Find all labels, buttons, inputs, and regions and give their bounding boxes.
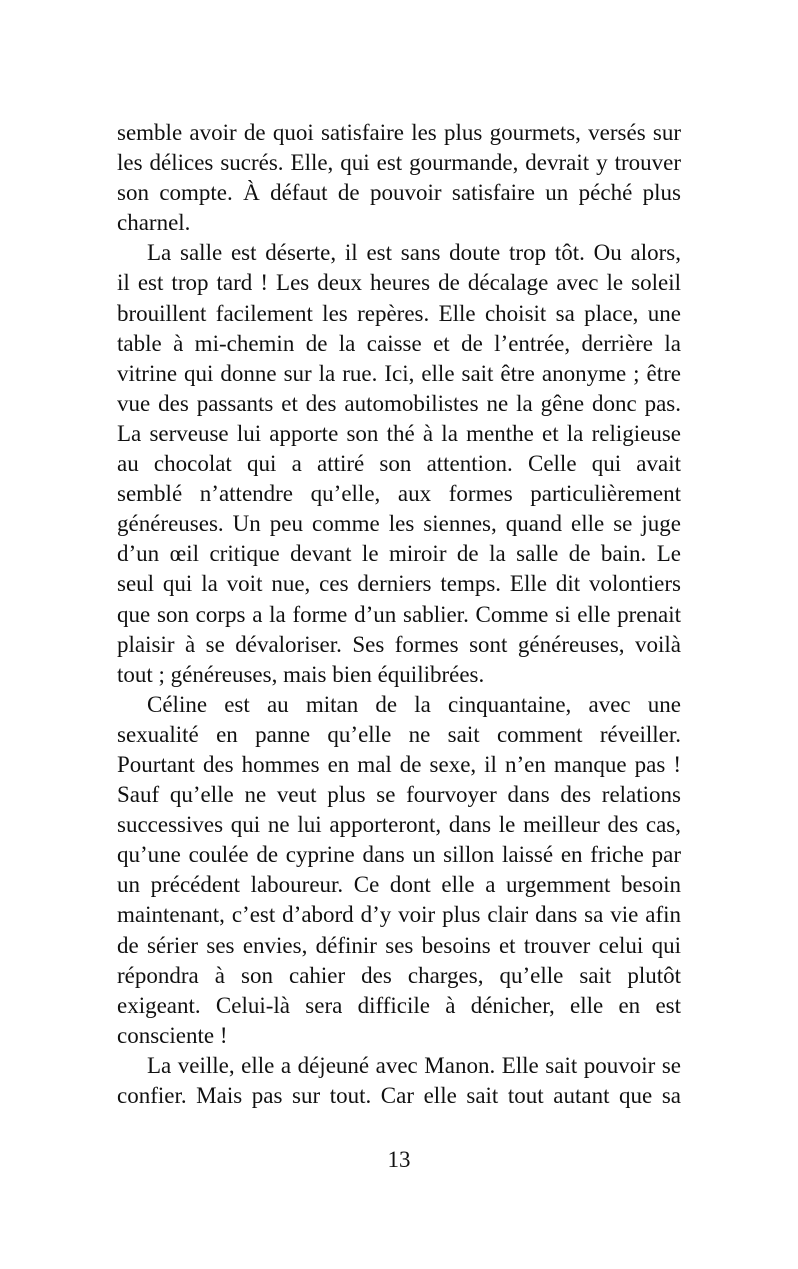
text-line: successives qui ne lui apporteront, dans le meilleur des cas, [117, 812, 681, 838]
text-line: que son corps a la forme d’un sablier. Comme si elle prenait [117, 601, 681, 627]
text-line: un précédent laboureur. Ce dont elle a urgemment besoin [117, 872, 681, 898]
text-line: vue des passants et des automobilistes ne la gêne donc pas. [117, 390, 681, 416]
text-line: Sauf qu’elle ne veut plus se fourvoyer dans des relations [117, 782, 681, 808]
text-line: semblé n’attendre qu’elle, aux formes particulièrement [117, 481, 681, 507]
page-number: 13 [387, 1147, 411, 1172]
text-line: répondra à son cahier des charges, qu’elle sait plutôt [117, 962, 681, 988]
text-line: d’un œil critique devant le miroir de la salle de bain. Le [117, 541, 681, 567]
text-line: seul qui la voit nue, ces derniers temps. Elle dit volontiers [117, 571, 681, 597]
text-line: exigeant. Celui-là sera difficile à dénicher, elle en est [117, 992, 681, 1018]
text-line: qu’une coulée de cyprine dans un sillon laissé en friche par [117, 842, 681, 868]
text-line: La veille, elle a déjeuné avec Manon. Elle sait pouvoir se [147, 1052, 681, 1078]
text-line: consciente ! [117, 1022, 228, 1048]
text-line: Céline est au mitan de la cinquantaine, avec une [147, 691, 681, 717]
text-line: La serveuse lui apporte son thé à la menthe et la religieuse [117, 420, 681, 446]
text-line: maintenant, c’est d’abord d’y voir plus clair dans sa vie afin [117, 902, 681, 928]
text-line: au chocolat qui a attiré son attention. Celle qui avait [117, 451, 681, 477]
text-line: vitrine qui donne sur la rue. Ici, elle sait être anonyme ; être [117, 360, 681, 386]
text-line: Pourtant des hommes en mal de sexe, il n’en manque pas ! [117, 751, 681, 777]
text-line: La salle est déserte, il est sans doute trop tôt. Ou alors, [147, 240, 681, 266]
text-line: sexualité en panne qu’elle ne sait comment réveiller. [117, 721, 681, 747]
text-line: tout ; généreuses, mais bien équilibrées. [117, 661, 485, 687]
text-line: plaisir à se dévaloriser. Ses formes sont généreuses, voilà [117, 631, 681, 657]
text-line: il est trop tard ! Les deux heures de décalage avec le soleil [117, 270, 681, 296]
text-line: charnel. [117, 210, 191, 236]
text-line: son compte. À défaut de pouvoir satisfaire un péché plus [117, 180, 681, 206]
text-line: brouillent facilement les repères. Elle choisit sa place, une [117, 300, 681, 326]
text-line: les délices sucrés. Elle, qui est gourmande, devrait y trouver [117, 150, 681, 176]
text-line: semble avoir de quoi satisfaire les plus gourmets, versés sur [117, 120, 681, 145]
body-text [117, 118, 681, 1111]
text-line: confier. Mais pas sur tout. Car elle sait tout autant que sa [117, 1083, 681, 1108]
text-line: de sérier ses envies, définir ses besoins et trouver celui qui [117, 932, 681, 958]
text-line: table à mi-chemin de la caisse et de l’entrée, derrière la [117, 330, 681, 356]
text-line: généreuses. Un peu comme les siennes, quand elle se juge [117, 511, 681, 537]
